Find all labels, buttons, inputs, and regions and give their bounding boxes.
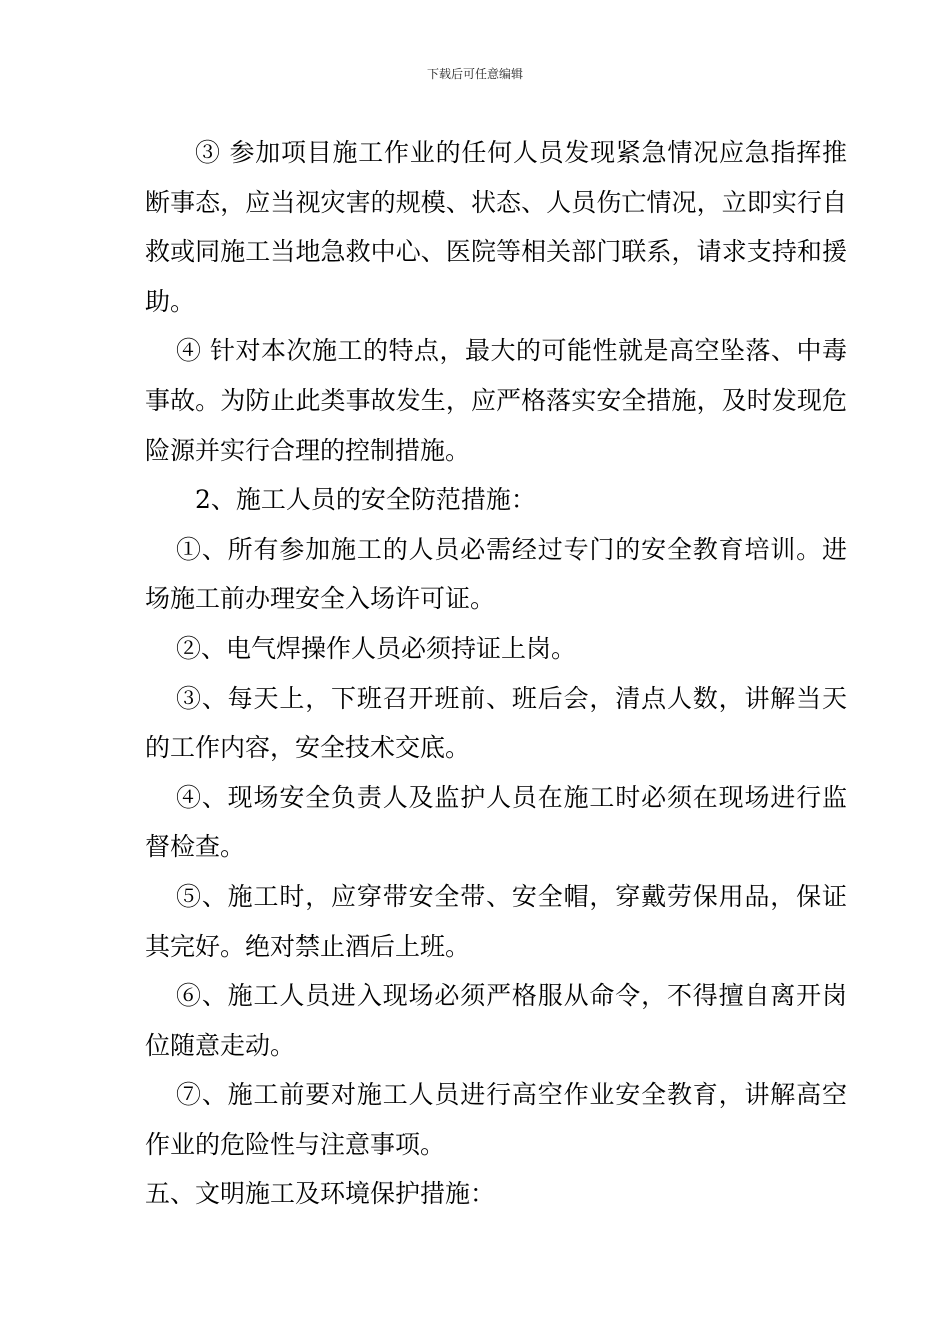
- list-item-welding-certificate: ②、电气焊操作人员必须持证上岗。: [176, 633, 577, 663]
- list-item-protective-gear: ⑤、施工时，应穿带安全带、安全帽，穿戴劳保用品，保证其完好。绝对禁止酒后上班。: [145, 881, 847, 961]
- document-body: [145, 128, 847, 1219]
- list-item-height-work-education: ⑦、施工前要对施工人员进行高空作业安全教育，讲解高空作业的危险性与注意事项。: [145, 1080, 847, 1159]
- page-header: 下载后可任意编辑: [426, 67, 523, 81]
- list-item-obey-orders: ⑥、施工人员进入现场必须严格服从命令，不得擅自离开岗位随意走动。: [145, 981, 847, 1060]
- paragraph-emergency-command: ③ 参加项目施工作业的任何人员发现紧急情况应急指挥推断事态，应当视灾害的规模、状态、人员伤亡情况，立即实行自救或同施工当地急救中心、医院等相关部门联系，请求支持和援助。: [145, 138, 847, 316]
- list-item-site-supervision: ④、现场安全负责人及监护人员在施工时必须在现场进行监督检查。: [145, 782, 847, 862]
- list-item-training: ①、所有参加施工的人员必需经过专门的安全教育培训。进场施工前办理安全入场许可证。: [145, 534, 847, 614]
- section-heading-safety-measures: 2、施工人员的安全防范措施：: [195, 485, 536, 515]
- list-item-daily-meetings: ③、每天上，下班召开班前、班后会，清点人数，讲解当天的工作内容，安全技术交底。: [145, 683, 847, 763]
- paragraph-accident-prevention: ④ 针对本次施工的特点，最大的可能性就是高空坠落、中毒事故。为防止此类事故发生，应严格落实安全措施，及时发现危险源并实行合理的控制措施。: [145, 336, 847, 465]
- section-heading-civilized-construction: 五、文明施工及环境保护措施：: [145, 1179, 496, 1209]
